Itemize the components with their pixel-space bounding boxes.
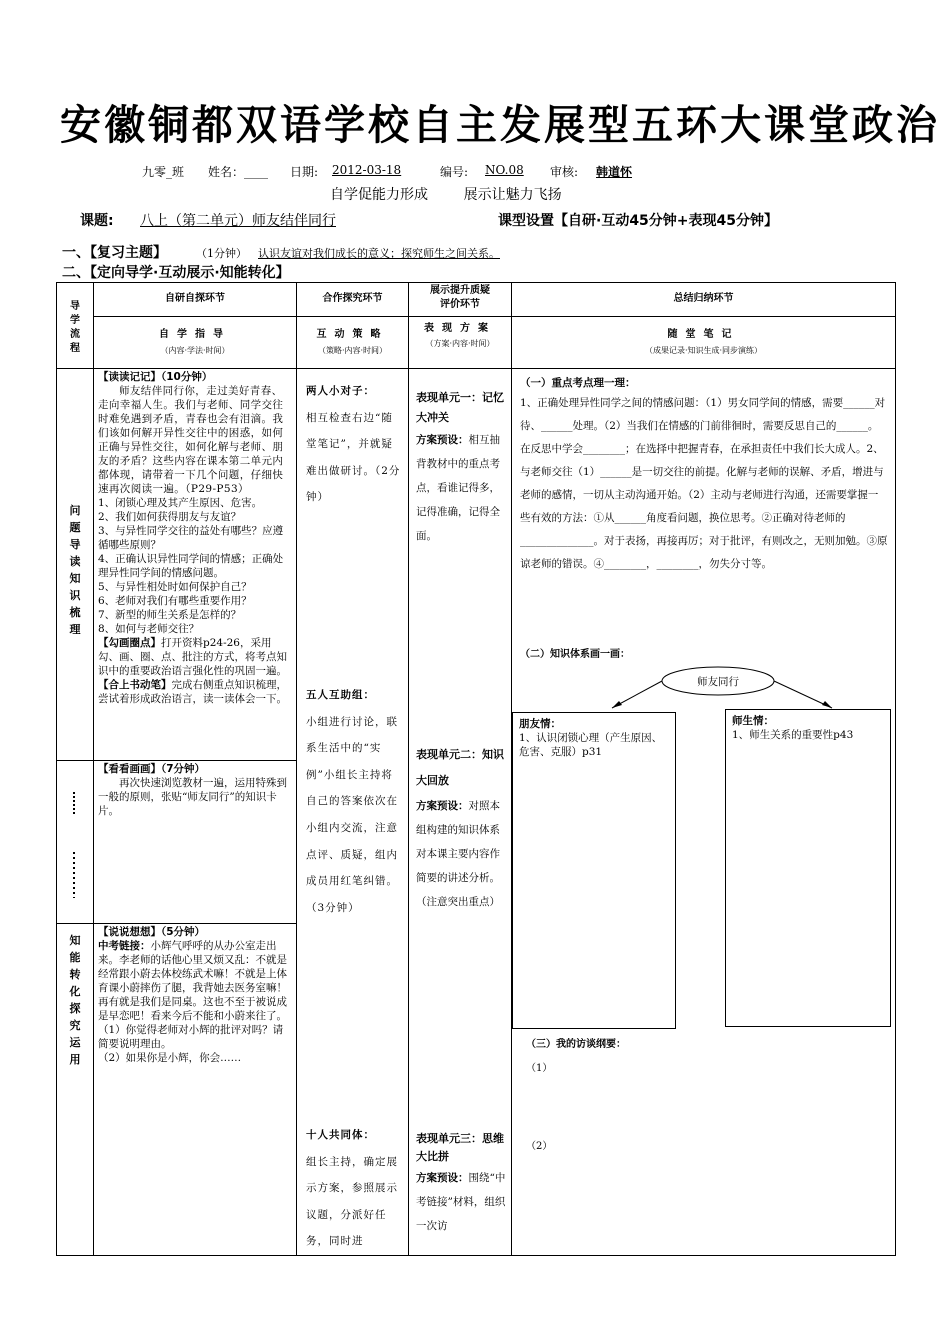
mark-body: 打开资料p24-26，采用勾、画、圈、点、批注的方式，将考点知识中的重要政治语言强化性的巩固一遍。 <box>98 637 287 677</box>
interview-q1: （1） <box>526 1063 553 1074</box>
reviewer-label: 审核: <box>550 165 579 179</box>
col1-subnote: （内容·学法·时间） <box>160 346 230 355</box>
col3-subnote: （方案·内容·时间） <box>425 339 495 348</box>
row3-label: 知能转化 探究运用 <box>69 934 81 1066</box>
friendship-box-title: 朋友情： <box>519 718 561 730</box>
col3-header: 展示提升质疑评价环节 <box>430 285 490 310</box>
teacher-student-box <box>725 709 891 1027</box>
teacher-student-box-title: 师生情： <box>732 715 774 727</box>
question-3: 3、与异性同学交往的益处有哪些？应遵循哪些原则？ <box>98 525 284 551</box>
say-question-2: （2）如果你是小辉，你会…… <box>98 1052 242 1064</box>
unit3-title: 表现单元三：思维大比拼 <box>416 1132 504 1163</box>
mark-title: 【勾画圈点】 <box>98 637 161 649</box>
school-banner-title: 安徽铜都双语学校自主发展型五环大课堂政治 <box>60 101 940 149</box>
interview-outline-title: （三）我的访谈纲要： <box>526 1039 626 1050</box>
question-1: 1、闭锁心理及其产生原因、危害。 <box>98 497 263 509</box>
col1-read-block <box>98 370 292 760</box>
slogan: 自学促能力形成 展示让魅力飞扬 <box>330 187 562 203</box>
col3-subheader: 表现方案 <box>424 323 496 334</box>
question-5: 5、与异性相处时如何保护自己？ <box>98 581 252 593</box>
col2-group10-block <box>306 1122 402 1255</box>
col3-unit3-block <box>416 1130 506 1255</box>
question-2: 2、我们如何获得朋友与友谊？ <box>98 511 242 523</box>
reviewer-value: 韩道怀 <box>596 165 633 179</box>
section1-title: 一、【复习主题】 <box>62 245 167 261</box>
teacher-student-box-body: 1、师生关系的重要性p43 <box>732 729 854 741</box>
close-book-body: 完成右侧重点知识梳理，尝试着形成政治语言，读一读体会一下。 <box>98 679 287 705</box>
say-link-body: 小辉气呼呼的从办公室走出来。李老师的话他心里又烦又乱：不就是经常跟小蔚去体校练武术嘛！不就是上体育课小蔚摔伤了腿，我背她去医务室嘛！再有就是我们是同桌。这也不至于被说成是早恋吧！看来今后不能和小蔚来往了。 <box>98 940 287 1022</box>
pair-title: 两人小对子： <box>306 385 375 397</box>
close-book-title: 【合上书动笔】 <box>98 679 172 691</box>
col4-subheader: 随堂笔记 <box>667 329 740 340</box>
code-label: 编号: <box>440 165 469 179</box>
topic-label: 课题: <box>80 213 114 229</box>
unit2-label: 方案预设： <box>416 800 469 812</box>
read-title: 【读读记记】（10分钟） <box>98 371 213 383</box>
unit3-body: 围绕“中考链接”材料，组织一次访 <box>416 1172 506 1232</box>
group5-title: 五人互助组： <box>306 689 375 701</box>
unit2-body: 对照本组构建的知识体系对本课主要内容作简要的讲述分析。（注意突出重点） <box>416 800 500 908</box>
col2-subnote: （策略·内容·时间） <box>317 346 388 355</box>
topic-title: 八上（第二单元）师友结伴同行 <box>140 213 336 229</box>
code-value: NO.08 <box>485 163 524 177</box>
say-title: 【说说想想】（5分钟） <box>98 926 206 938</box>
group10-body: 组长主持，确定展示方案，参照展示议题，分派好任务，同时进 <box>306 1155 398 1248</box>
col2-subheader: 互动策略 <box>316 329 389 340</box>
name-field: 姓名：____ <box>208 165 269 179</box>
unit1-title: 表现单元一：记忆大冲关 <box>416 391 504 424</box>
knowledge-map-title: （二）知识体系画一画： <box>520 649 630 660</box>
unit3-label: 方案预设： <box>416 1172 469 1184</box>
look-title: 【看看画画】（7分钟） <box>98 763 206 775</box>
unit1-body: 相互抽背教材中的重点考点，看谁记得多，记得准确，记得全面。 <box>416 434 500 542</box>
row2-faded-label <box>66 792 82 902</box>
date-value: 2012-03-18 <box>332 163 402 177</box>
look-body: 再次快速浏览教材一遍，运用特殊到一般的原则，张贴“师友同行”的知识卡片。 <box>98 777 287 817</box>
col3-unit1-block <box>416 388 506 548</box>
question-4: 4、正确认识异性同学间的情感；正确处理异性同学间的情感问题。 <box>98 553 284 579</box>
group10-title: 十人共同体： <box>306 1129 375 1141</box>
say-link-label: 中考链接： <box>98 940 151 952</box>
section2-title: 二、【定向导学·互动展示·知能转化】 <box>62 265 290 281</box>
col2-pair-block <box>306 378 402 511</box>
say-question-1: （1）你觉得老师对小辉的批评对吗？请简要说明理由。 <box>98 1024 284 1050</box>
knowledge-center-node: 师友同行 <box>697 676 739 688</box>
col1-subheader: 自学指导 <box>159 329 231 340</box>
interview-q2: （2） <box>526 1141 553 1152</box>
col1-say-block <box>98 925 292 1255</box>
lesson-type-setting: 课型设置【自研·互动45分钟+表现45分钟】 <box>498 213 779 229</box>
question-7: 7、新型的师生关系是怎样的？ <box>98 609 242 621</box>
flow-header: 导学流程 <box>70 301 80 354</box>
col3-unit2-block <box>416 742 506 914</box>
group5-body: 小组进行讨论，联系生活中的“实例”小组长主持将自己的答案依次在小组内交流，注意点评、质疑，组内成员用红笔纠错。（3分钟） <box>306 715 398 914</box>
question-6: 6、老师对我们有哪些重要作用？ <box>98 595 252 607</box>
col2-group5-block <box>306 682 402 921</box>
question-8: 8、如何与老师交往？ <box>98 623 200 635</box>
col4-header: 总结归纳环节 <box>673 293 734 304</box>
col4-keypoints-block <box>520 374 888 576</box>
col4-subnote: （成果记录·知识生成·同步演练） <box>644 346 763 355</box>
keypoints-title: （一）重点考点理一理： <box>520 377 636 389</box>
col1-header: 自研自探环节 <box>165 293 225 304</box>
unit1-label: 方案预设： <box>416 434 469 446</box>
pair-body: 相互检查右边“随堂笔记”，并就疑难出做研讨。（2分钟） <box>306 411 401 504</box>
unit2-title: 表现单元二：知识大回放 <box>416 748 504 787</box>
lesson-table <box>56 282 896 1256</box>
section1-content: 认识友谊对我们成长的意义；探究师生之间关系。 <box>258 247 500 260</box>
col2-header: 合作探究环节 <box>322 293 383 304</box>
col1-look-block <box>98 762 292 922</box>
row1-label: 问题导读 知识梳理 <box>69 504 81 636</box>
date-label: 日期: <box>290 165 319 179</box>
friendship-box <box>512 712 676 1029</box>
class-field: 九零_班 <box>142 165 185 179</box>
friendship-box-body: 1、认识闭锁心理（产生原因、危害、克服）p31 <box>519 732 663 758</box>
keypoints-body: 1、正确处理异性同学之间的情感问题：（1）男女同学间的情感，需要______对待、______处理。（2）当我们在情感的门前徘徊时，需要反思自己的______。在反思中学会________；在选择中把握青春，在承担责任中我们长大成人。2、与老师交往（1）______是一切交往的前提。化解与老师的误解、矛盾，增进与老师的感情，一切从主动沟通开始。（2）主动与老师进行沟通，还需要掌握一些有效的方法：①从______角度看问题，换位思考。②正确对待老师的______________。对于表扬，再接再厉；对于批评，有则改之，无则加勉。③原谅老师的错误。④________，________，勿失分寸等。 <box>520 397 888 570</box>
section1-time: （1分钟） <box>196 247 247 260</box>
read-body: 师友结伴同行你，走过美好青春、走向幸福人生。我们与老师、同学交往时难免遇到矛盾，青春也会有泪滴。我们该如何解开异性交往中的困惑，如何正确与异性交往，如何化解与老师、朋友的矛盾？这些内容在课本第二单元内都体现，请带着一下几个问题，仔细快速再次阅读一遍。（P29-P53） <box>98 385 284 495</box>
